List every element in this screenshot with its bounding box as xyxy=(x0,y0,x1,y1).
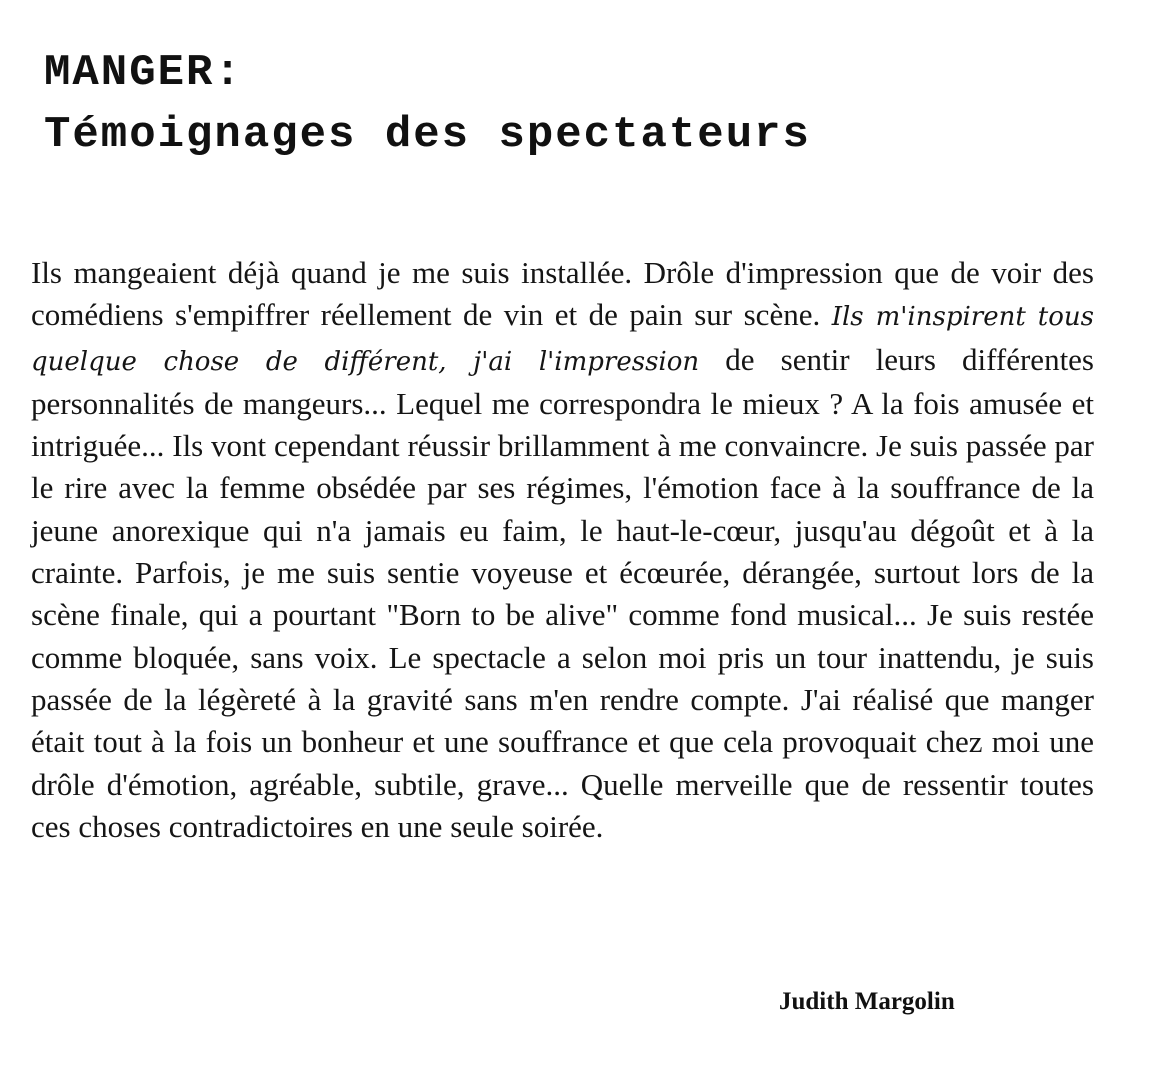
testimonial-part-1: Ils mangeaient déjà quand je me suis installée. Drôle d'impression que de voir des comédiens s'empiffrer réellement de vin et de pain sur scène. xyxy=(31,255,1094,333)
page-title xyxy=(44,42,811,166)
author-signature: Judith Margolin xyxy=(779,988,955,1015)
testimonial-text xyxy=(31,252,1094,848)
testimonial-italic-part: Ils m'inspirent tous quelque chose de différent, j'ai l'impression xyxy=(31,302,1094,377)
title-line-2: Témoignages des spectateurs xyxy=(44,110,811,160)
testimonial-part-3: de sentir leurs différentes personnalités de mangeurs... Lequel me correspondra le mieux ? A la fois amusée et intriguée... Ils vont cependant réussir brillamment à me convaincre. Je suis passée par le rire avec la femme obsédée par ses régimes, l'émotion face à la souffrance de la jeune anorexique qui n'a jamais eu faim, le haut-le-cœur, jusqu'au dégoût et à la crainte. Parfois, je me suis sentie voyeuse et écœurée, dérangée, surtout lors de la scène finale, qui a pourtant "Born to be alive" comme fond musical... Je suis restée comme bloquée, sans voix. Le spectacle a selon moi pris un tour inattendu, je suis passée de la légèreté à la gravité sans m'en rendre compte. J'ai réalisé que manger était tout à la fois un bonheur et une souffrance et que cela provoquait chez moi une drôle d'émotion, agréable, subtile, grave... Quelle merveille que de ressentir toutes ces choses contradictoires en une seule soirée. xyxy=(31,341,1095,844)
title-line-1: MANGER: xyxy=(44,48,243,98)
